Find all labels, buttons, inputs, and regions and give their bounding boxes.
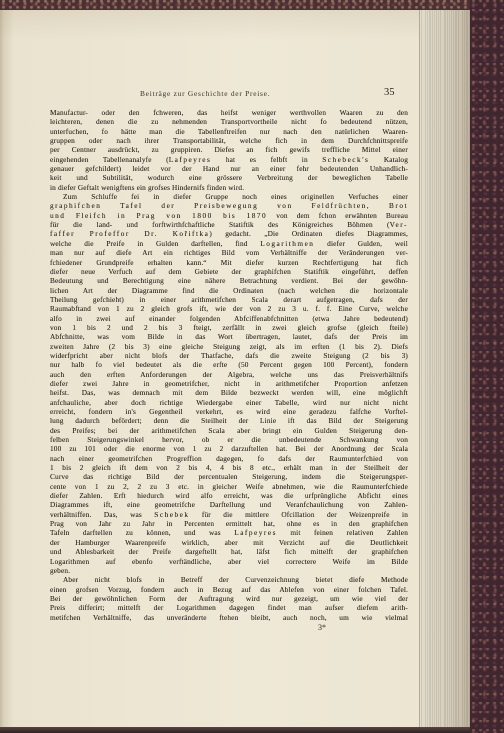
text-run: Katalog [369, 154, 408, 164]
text-line: Aber nicht blofs in Betreff der Curvenzeichnung bietet diefe Methode [63, 575, 408, 585]
emphasized-run: Logarithmen [260, 238, 315, 248]
text-line: heifst. Das, was demnach mit dem Bilde bezweckt werden will, eine möglichft [50, 388, 408, 398]
emphasized-run: graphifchen Tafel der Preisbewegung von Feldfrüchten, Brot [50, 201, 408, 211]
emphasized-run: Schebek [154, 509, 190, 519]
text-line: 1 bis 2 gleich ift dem von 2 bis 4, 4 bis 8 etc., erhält man in der Steilheit der [50, 463, 408, 473]
text-line: nach einer geometrifchen Progreffion dagegen, fo dafs der Raumunterfchied von [50, 453, 408, 463]
text-run: mit feinen relativen Zahlen [276, 528, 408, 538]
text-line: alfo in zwei auf einander folgenden Abfciffenabfchnitten (etwa Jahre bedeutend) [50, 313, 408, 323]
text-line: diefer zwei Jahre in geometrifcher, nicht in arithmetifcher Proportion anfetzen [50, 378, 408, 388]
text-line: und Ablesbarkeit der Preife dargeftellt hat, läfst fich mittelft der graphifchen [50, 547, 408, 557]
text-line: des Preifes; bei der arithmetifchen Scala aber bringt ein Gulden Steigerung den- [50, 425, 408, 435]
emphasized-run: und Fleifch in Prag von 1800 bis 1870 [50, 210, 268, 220]
text-line: unterfuchen, fo hätte man die Tabellenftreifen nur nach den natürlichen Waaren- [50, 126, 408, 136]
running-header [140, 89, 270, 98]
text-line: Manufactur- oder den fchweren, das heifst weniger werthvollen Waaren zu den [50, 108, 408, 117]
text-line: Diagrammes ift, eine geometrifche Darftellung und Veranfchaulichung von Zahlen- [50, 500, 408, 510]
text-line [50, 510, 408, 519]
text-line: anfchauliche, aber doch richtige Wiedergabe einer Tabelle, wird nur nicht nicht [50, 397, 408, 407]
text-line: diefer Zahlen. Erft hiedurch wird alfo erreicht, was die urfprüngliche Abficht eines [50, 491, 408, 501]
text-run: hat es felbft in [211, 154, 323, 164]
emphasized-run: Lafpeyres [168, 154, 212, 164]
text-line: Raumabftand von 1 zu 2 gleich grofs ift, wie der von 2 zu 3 u. f. f. Eine Curve, welche [50, 304, 408, 314]
text-line: cente von 1 zu 2, 2 zu 3 etc. in gleicher Weife abnehmen, wie die Raumunterfchiede [50, 481, 408, 491]
text-line: lung dadurch befördert; denn die Steilheit der Linie ift das Bild der Steigerung [50, 416, 408, 426]
text-line: der Hamburger Waarenpreife wirklich, aber mit Verzicht auf die Deutlichkeit [50, 537, 408, 547]
text-line: Zum Schluffe fei in diefer Gruppe noch eines originellen Verfuches einer [63, 192, 408, 202]
emphasized-run: Ver- [389, 220, 408, 230]
book-cover-bottom-edge [0, 727, 470, 733]
text-run: welche die Preife in Gulden darftellen, find [50, 238, 261, 248]
text-line: Preis differirt; mittelft der Logarithmen dagegen findet man aufser diefem arith- [50, 603, 408, 613]
running-title: Beiträge zur Geschichte der Preise. [140, 89, 271, 98]
text-run: Tafeln darftellen zu können, und was [50, 528, 235, 538]
paragraph [50, 192, 408, 575]
text-line: gruppen oder nach ihrer Transportabilität, welche fich in dem Durchfchnittspreife [50, 136, 408, 146]
text-line: genauer gefchildert) leidet vor der Hand nur an einer fehr bedeutenden Unhandlich- [50, 164, 408, 174]
text-block [50, 108, 408, 622]
book-cover-right-edge [470, 0, 504, 733]
text-line [50, 211, 408, 220]
text-line: diefer neue Verfuch auf dem Gebiete der graphifchen Statiftik eingeführt, deffen [50, 266, 408, 276]
text-line: per Centner ausdrückt, zu gruppiren. Diefes an fich gewifs treffliche Mittel einer [50, 145, 408, 155]
paragraph [50, 108, 408, 192]
text-line: Bedeutung und Berechtigung eine nähere Betrachtung verdient. Bei der gewöhn- [50, 276, 408, 286]
text-run: für die land- und forftwirthfchaftliche Statiftik des Königreiches Böhmen ( [50, 220, 390, 230]
text-line [50, 528, 408, 537]
text-run: eingehenden Tabellenanalyfe ( [50, 154, 169, 164]
text-line: keit und Subtilität, wodurch eine grössere Verbreitung der beweglichen Tabelle [50, 173, 408, 183]
text-line: geben. [50, 565, 71, 575]
emphasized-run: Lafpeyres [234, 528, 277, 538]
text-line: metifchen Verhältniffe, das unveränderte ftehen bleibt, auch noch, um wie vielmal [50, 612, 408, 622]
text-run: von dem fchon erwähnten Bureau [267, 210, 408, 220]
text-line: einen grofsen Vorzug, fondern auch in Bezug auf das Ablefen von einer folchen Tafel. [50, 584, 408, 594]
signature-mark: 3* [318, 623, 326, 632]
text-line [50, 155, 408, 164]
text-line: von 1 bis 2 und 2 bis 3 fteigt, zerfällt in zwei gleich grofse (gleich fteile) [50, 322, 408, 332]
text-line [50, 229, 408, 238]
text-line: Logarithmen auf ebenfo verftändliche, aber viel correctere Weife im Bilde [50, 556, 408, 566]
text-line: Prag von Jahr zu Jahr in Percenten ermittelt hat, ohne es in den graphifchen [50, 519, 408, 529]
text-line: 100 zu 101 oder die enorme von 1 zu 2 darzuftellen hat. Bei der Anordnung der Scala [50, 444, 408, 454]
text-line [50, 220, 408, 229]
text-run: ) gedacht. „Die Ordinaten diefes Diagrammes, [209, 229, 408, 239]
page-stack-edges [419, 10, 470, 727]
emphasized-run: Schebeck's [322, 154, 370, 164]
text-line: Abfchnitte, was vom Bilde in das Wort übertragen, lautet, dafs der Preis im [50, 332, 408, 342]
paragraph [50, 575, 408, 622]
text-run: diefer Gulden, weil [314, 238, 408, 248]
text-line [50, 239, 408, 248]
text-line: erreicht, fondern in's Gegentheil verkehrt, es wird eine geradezu falfche Vorftel- [50, 407, 408, 416]
text-line: Theilung gefchieht) in einer arithmetifchen Scala derart aufgetragen, dafs der [50, 294, 408, 304]
text-line: nur halb fo viel bedeutet als die erfte (50 Percent gegen 100 Percent), fondern [50, 360, 408, 370]
text-line: in diefer Geftalt wenigftens ein grofses Hindernifs finden wird. [50, 182, 245, 192]
book-page [0, 10, 419, 727]
text-run: für die mittlere Ofcillation der Weizenpreife in [189, 509, 408, 519]
text-line: leichteren, denen die zu nehmenden Transportvortheile nicht fo bedeutend nützen, [50, 117, 408, 127]
text-line: auch den erften Anforderungen der Algebra, welche uns das Preisverhältnifs [50, 369, 408, 379]
text-line: zweiten Jahre (2 bis 3) eine gleiche Steigung zeigt, als im erften (1 bis 2). Diefs [50, 341, 408, 351]
emphasized-run: faffer Profeffor Dr. Kořiftka [50, 229, 210, 239]
text-line: felben Steigerungswinkel hervor, ob er die unbedeutende Schwankung von [50, 435, 408, 445]
text-line: lichen Art der Diagramme find die Ordinaten (nach welchen die horizontale [50, 285, 408, 295]
page-number: 35 [384, 87, 395, 98]
text-run: verhältniffen. Das, was [50, 509, 155, 519]
text-line: Bei der gewöhnlichen Form der Auftragung wird nur gezeigt, um wie viel der [50, 593, 408, 603]
text-line [50, 201, 408, 210]
text-line: fchiedener Grundpreife erhalten kann.“ Mit diefer kurzen Rechtfertigung hat fich [50, 257, 408, 267]
text-line: widerfpricht aber nicht blofs der Thatfache, dafs die zweite Steigung (2 bis 3) [50, 350, 408, 360]
text-line: Curve das richtige Bild der percentualen Steigerung, indem die Steigerungsper- [50, 472, 408, 482]
text-line: man nur auf diefe Art ein richtiges Bild vom Verhältniffe der Veränderungen ver- [50, 248, 408, 258]
